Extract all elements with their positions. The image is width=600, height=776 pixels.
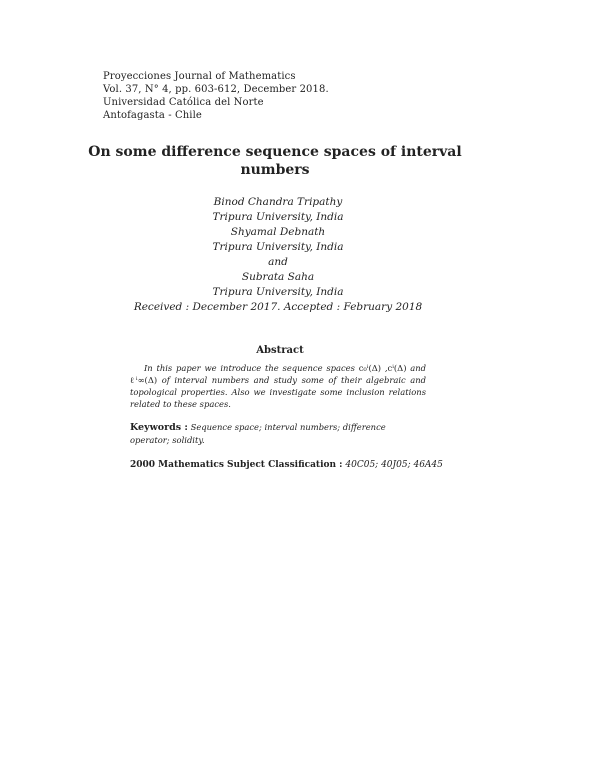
journal-volume: Vol. 37, N° 4, pp. 603-612, December 2018. — [103, 84, 329, 95]
journal-university: Universidad Católica del Norte — [103, 97, 264, 108]
author-conjunction: and — [268, 256, 288, 268]
abstract-text — [130, 362, 426, 410]
received-accepted-dates: Received : December 2017. Accepted : February 2018 — [133, 301, 423, 313]
author-affiliation: Tripura University, India — [212, 241, 344, 253]
keywords — [130, 421, 426, 446]
title-line-1: On some difference sequence spaces of interval — [88, 144, 462, 160]
author-name: Shyamal Debnath — [230, 226, 326, 238]
abstract-text-part: of interval numbers and study some of their algebraic and topological properties. Also we investigate some inclusion relations related to these spaces. — [130, 375, 426, 409]
author-affiliation: Tripura University, India — [212, 211, 344, 223]
author-block — [120, 195, 436, 315]
abstract-text-part: In this paper we introduce the sequence spaces — [144, 363, 355, 373]
keywords-text: Sequence space; interval numbers; difference operator; solidity. — [130, 422, 386, 445]
msc-classification — [130, 459, 450, 471]
journal-location: Antofagasta - Chile — [103, 110, 202, 121]
paper-title — [60, 143, 490, 179]
author-name: Binod Chandra Tripathy — [213, 196, 343, 208]
msc-codes: 40C05; 40J05; 46A45 — [345, 460, 443, 470]
msc-label: 2000 Mathematics Subject Classification : — [130, 460, 343, 470]
title-line-2: numbers — [240, 162, 310, 178]
math-separator: , — [381, 363, 388, 373]
keywords-label: Keywords : — [130, 422, 188, 433]
math-space-c: cⁱ(Δ) — [387, 363, 407, 373]
author-affiliation: Tripura University, India — [212, 286, 344, 298]
journal-info — [103, 70, 329, 122]
author-name: Subrata Saha — [241, 271, 315, 283]
journal-name: Proyecciones Journal of Mathematics — [103, 71, 296, 82]
abstract-conjunction: and — [406, 363, 426, 373]
math-space-linf: ℓⁱ∞(Δ) — [130, 375, 158, 385]
math-space-c0: c₀ⁱ(Δ) — [358, 363, 382, 373]
abstract-heading: Abstract — [256, 345, 304, 356]
